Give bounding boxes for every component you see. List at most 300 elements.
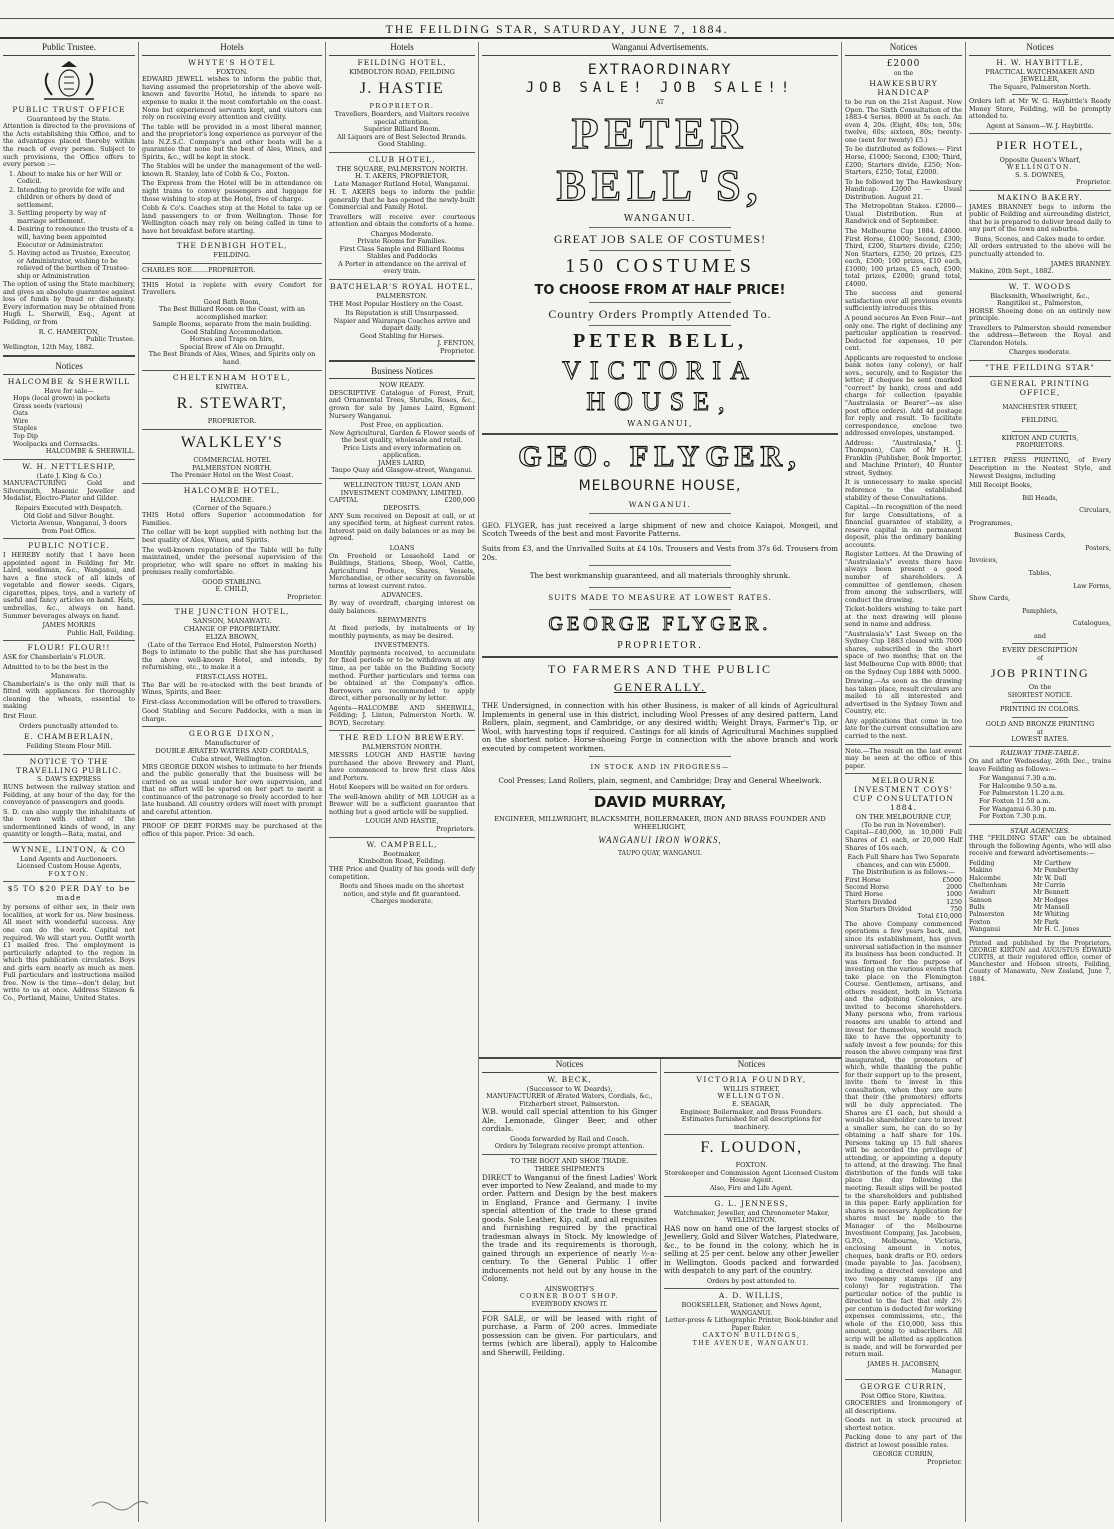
murray-works: WANGANUI IRON WORKS, bbox=[598, 835, 722, 846]
wt-text: At fixed periods, by instalments or by monthly payments, as may be desired. bbox=[329, 624, 475, 640]
currin-address: Post Office Store, Kiwitea. bbox=[860, 1391, 947, 1400]
foundry-title: VICTORIA FOUNDRY, bbox=[696, 1074, 807, 1084]
table-cell: 1250 bbox=[946, 898, 962, 906]
boot-title: TO THE BOOT AND SHOE TRADE. bbox=[510, 1156, 629, 1165]
loudon-body: Storekeeper and Commission Agent Licensed Custom House Agent. bbox=[664, 1168, 839, 1185]
jacobsen-signature: JAMES H. JACOBSEN, bbox=[867, 1359, 940, 1368]
table-cell: Mr H. C. Jones bbox=[1033, 925, 1080, 933]
dixon-body: MRS GEORGE DIXON wishes to intimate to her friends and the public generally that the business will be carried on as usual under her own supervision, and that no effort will be spared on her part to merit a continuance of the patronage so freely accorded to her late husband. All country orders will meet with prompt and careful attention. bbox=[142, 762, 322, 816]
table-cell: Second Horse bbox=[845, 884, 889, 892]
junction-body: Good Stabling and Secure Paddocks, with a man in charge. bbox=[142, 707, 322, 723]
table-row bbox=[969, 875, 1111, 882]
railway-row: For Wanganui 7.30 a.m. bbox=[979, 774, 1057, 783]
campbell-body: THE Price and Quality of his goods will defy competition. bbox=[329, 865, 475, 881]
trust-signature: R. C. HAMERTON, bbox=[38, 327, 100, 336]
flyger-measure: SUITS MADE TO MEASURE AT LOWEST RATES. bbox=[548, 592, 772, 602]
feilding-star-title: "THE FEILDING STAR" bbox=[985, 362, 1095, 372]
column-header: Public Trustee. bbox=[3, 42, 135, 56]
distribution-total: Total £10,000 bbox=[917, 912, 962, 921]
halcombe-title: HALCOMBE & SHERWILL bbox=[7, 376, 131, 386]
table-cell: Mr Park bbox=[1033, 918, 1059, 926]
printing-letterpress: LETTER PRESS PRINTING, of Every Description in the Neatest Style, and Newest Designs, including bbox=[969, 456, 1111, 480]
hawkesbury-text: to be run on the 21st August. Now Open. The Sixth Consultation of the 1883-4 Series. 8000 at 5s each. An even 4, 20s. (Eight, 40s; ten, 50s; twelve, 60s; sixteen, 80s; twenty-one (sent for twenty) £5.) bbox=[845, 98, 962, 144]
table-cell: Mr Currin bbox=[1033, 881, 1066, 889]
halcombe-line: Staples bbox=[13, 424, 37, 433]
red-lion-body: The well-known ability of MR LOUGH as a Brewer will be a sufficient guarantee that nothing but a good article will be supplied. bbox=[329, 792, 475, 816]
currin-proprietor: Proprietor. bbox=[927, 1458, 962, 1467]
haybittle-body: PRACTICAL WATCHMAKER AND JEWELLER, bbox=[985, 67, 1095, 84]
dixon-address: Cuba street, Wellington. bbox=[191, 754, 273, 763]
flour-line: ASK for Chamberlain's FLOUR. bbox=[3, 653, 106, 662]
printing-item: Law Forms, bbox=[1073, 581, 1111, 590]
table-cell: Mr Whiting bbox=[1033, 911, 1070, 919]
victoria-house: VICTORIA HOUSE, bbox=[562, 355, 758, 416]
jenness-orders: Orders by post attended to. bbox=[706, 1276, 797, 1285]
halcombe-hotel-title: HALCOMBE HOTEL, bbox=[183, 485, 281, 495]
wynne-line: Land Agents and Auctioneers. bbox=[20, 854, 118, 863]
table-cell: Starters Divided bbox=[845, 898, 897, 906]
trust-item: 2. Intending to provide for wife and children or others by deed of settlement. bbox=[9, 185, 125, 209]
murray-list: Cool Presses; Land Rollers, plain, segment, and Cambridge; Dray and General Wheelwork. bbox=[498, 777, 822, 786]
table-row bbox=[845, 891, 962, 898]
halcombe-line: Wire bbox=[13, 416, 29, 425]
printing-item: Pamphlets, bbox=[1022, 606, 1058, 615]
trust-title: PUBLIC TRUST OFFICE bbox=[12, 104, 126, 114]
table-cell: Non Starters Divided bbox=[845, 906, 912, 914]
flyger-body: GEO. FLYGER, has just received a large shipment of new and choice Kaiapoi, Mosgeil, and Scotch Tweeds of the best and most Favorite Patterns. bbox=[482, 520, 838, 538]
prize-amount: £2000 bbox=[886, 58, 921, 69]
denbigh-proprietor: CHARLES ROE........PROPRIETOR. bbox=[142, 265, 256, 274]
wt-text: ANY Sum received on Deposit at call, or at any specified term, at highest current rates. Interest paid on daily balances or as may be agreed. bbox=[329, 511, 475, 543]
imprint: Printed and published by the Proprietors, GEORGE KIRTON and AUGUSTUS EDWARD CURTIS, at their registered office, corner of Manchester and Hobson streets, Feilding, County of Manawatu, New Zealand, June 7, 1884. bbox=[969, 940, 1111, 983]
column-hotels-1 bbox=[139, 42, 326, 1522]
halcombe-hotel-corner: (Corner of the Square.) bbox=[192, 503, 272, 512]
batchelar-proprietor: Proprietor. bbox=[440, 346, 475, 355]
willis-city: WANGANUI. bbox=[730, 1308, 773, 1317]
club-porter: A Porter in attendance on the arrival of every train. bbox=[338, 259, 466, 276]
denbigh-line: THIS Hotel is replete with every Comfort for Travellers. bbox=[142, 280, 322, 297]
printing-colors: PRINTING IN COLORS. bbox=[1000, 705, 1080, 714]
printing-item: Business Cards, bbox=[1014, 531, 1066, 540]
whytes-body: The Stables will be under the management of the well-known R. Stanley, late of Cobb & Co., Foxton. bbox=[142, 162, 322, 178]
table-row bbox=[845, 899, 962, 906]
halcombe-hotel-place: HALCOMBE. bbox=[210, 495, 254, 504]
printing-item: Circulars, bbox=[1079, 506, 1111, 515]
currin-signature: GEORGE CURRIN, bbox=[872, 1450, 935, 1459]
makino-title: MAKINO BAKERY. bbox=[997, 192, 1083, 202]
walkleys-title: WALKLEY'S bbox=[180, 433, 284, 451]
denbigh-place: FEILDING. bbox=[213, 251, 251, 260]
murray-name: DAVID MURRAY, bbox=[593, 792, 727, 811]
hawkesbury-text: Address: "Australasia," (J. Thompson), Care of Mr H. J. Franklin (Publisher, Book Importer, and Machine Printer), 40 Hunter street, Sydney. bbox=[845, 438, 962, 477]
hawkesbury-text: The Metropolitan Stakes. £2000— Usual Distribution. Run at Randwick end of September. bbox=[845, 202, 962, 226]
woods-address: Rangitikei st., Palmerston, bbox=[997, 299, 1083, 308]
feilding-hotel-body: Travellers, Boarders, and Visitors receive special attention. bbox=[334, 109, 470, 126]
halcombe-hotel-stabling: GOOD STABLING. bbox=[202, 577, 262, 586]
hawkesbury-text: It is unnecessary to make special reference to the established stability of these Consultations. bbox=[845, 478, 962, 502]
masthead-rule-bottom bbox=[0, 37, 1114, 39]
murray-body: THE Undersigned, in connection with his other Business, is maker of all kinds of Agricultural Implements in general use in this district, including Wool Presses of any desired pattern, Land Rollers, plain, segment, and Cambridge, or any desired width; Weight Drays, Farmer's Tip, or Wool, with harvesting tops if required. Castings for all kinds of Agricultural Machines supplied on the shortest notice. Horse-shoeing Forge in connection with the above branch and work executed by competent workmen. bbox=[482, 701, 838, 753]
printing-office: GENERAL PRINTING OFFICE, bbox=[990, 378, 1090, 397]
column-header: Notices bbox=[969, 42, 1111, 56]
woods-body: Travellers to Palmerston should remember the address—Between the Royal and Clarendon Hotels. bbox=[969, 323, 1111, 347]
melbourne-investment-title: MELBOURNE INVESTMENT COYS' CUP CONSULTATION 1884. bbox=[852, 776, 955, 812]
column-header: Notices bbox=[482, 1059, 657, 1073]
column-header: Wanganui Advertisements. bbox=[482, 42, 838, 56]
nettleship-title: W. H. NETTLESHIP, bbox=[22, 461, 116, 471]
pier-hotel-proprietor: Proprietor. bbox=[1076, 178, 1111, 187]
denbigh-line: Horses and Traps on hire, bbox=[189, 335, 275, 344]
wynne-line: Licensed Custom House Agents, bbox=[16, 862, 122, 871]
flyger-suits: Suits from £3, and the Unrivalled Suits at £4 10s. Trousers and Vests from 37s 6d. Trousers from 20s. bbox=[482, 544, 838, 562]
willis-body: BOOKSELLER, Stationer, and News Agent, bbox=[681, 1301, 822, 1310]
agents-body: by persons of either sex, in their own localities, at work for us. New business. All meet with wonderful success. Any one can do the work. Capital not required. We will start you. Outfit worth £1 mailed free. The employment is particularly adapted to the region in which this publication circulates. Boys and girls earn nearly as much as men. Full particulars and instructions mailed free. Now is the time—don't delay, but write to us at once. Address Stinson & Co., Portland, Maine, United States. bbox=[3, 903, 135, 1002]
generally-heading: GENERALLY. bbox=[613, 680, 707, 695]
feilding-hotel-stabling: Good Stabling. bbox=[377, 140, 427, 149]
foundry-body: Estimates furnished for all descriptions for machinery. bbox=[681, 1115, 822, 1131]
business-seeds: New Agricultural, Garden & Flower seeds of the best quality, wholesale and retail. bbox=[329, 428, 475, 445]
halcombe-hotel-proprietor: Proprietor. bbox=[287, 592, 322, 601]
beck-address: Fitzherbert street, Palmerston. bbox=[519, 1099, 620, 1108]
public-notice-place: Public Hall, Feilding. bbox=[66, 628, 135, 637]
wt-text: On Freehold or Leasehold Land or Buildings, Stations, Sheep, Wool, Cattle, Agricultural Produce, Shares, Vessels, Merchandise, or other security on favorable terms at lowest current rates. bbox=[329, 551, 475, 590]
at-label: AT bbox=[655, 98, 664, 106]
extraordinary-heading: EXTRAORDINARY bbox=[587, 61, 733, 78]
willis-body: Letter-press & Lithographic Printer, Book-binder and Paper Ruler. bbox=[665, 1316, 838, 1332]
feilding-hotel-name: J. HASTIE bbox=[359, 80, 445, 98]
table-cell: Mr Pemberthy bbox=[1033, 867, 1079, 875]
flour-line: first Flour. bbox=[3, 711, 38, 720]
wanganui-label: WANGANUI, bbox=[627, 419, 693, 429]
club-late: Late Manager Rutland Hotel, Wanganui. bbox=[334, 180, 470, 189]
trust-item: 1. About to make his or her Will or Codicil. bbox=[9, 169, 122, 186]
flyger-best: The best workmanship guaranteed, and all materials throughly shrunk. bbox=[529, 571, 791, 581]
foundry-body: Engineer, Boilermaker, and Brass Founders. bbox=[679, 1107, 824, 1116]
feilding-hotel-title: FEILDING HOTEL, bbox=[357, 57, 447, 67]
currin-body: GROCERIES and Ironmongery of all descriptions. bbox=[845, 1399, 962, 1415]
denbigh-line: Special Brew of Ale on Draught. bbox=[179, 342, 285, 351]
feilding-hotel-proprietor: PROPRIETOR. bbox=[369, 102, 435, 111]
great-job-sale: GREAT JOB SALE OF COSTUMES! bbox=[553, 232, 767, 247]
red-lion-signature: LOUGH AND HASTIE, bbox=[365, 817, 439, 826]
flour-title: FLOUR! FLOUR!! bbox=[27, 643, 111, 653]
travelling-body: RUNS between the railway station and Feilding, at any hour of the day, for the conveyance of passengers and goods. bbox=[3, 783, 135, 807]
makino-punct: All orders entrusted to the above will be punctually attended to. bbox=[969, 242, 1111, 258]
hawkesbury-text: Drawing.—As soon as the drawing has taken place, result circulars are mailed to all interested and advertised in the Sydney Town and Country, etc. bbox=[845, 677, 962, 716]
batchelar-body: Napier and Wairarapa Coaches arrive and depart daily. bbox=[333, 316, 471, 333]
column-header: Notices bbox=[845, 42, 962, 56]
cheltenham-place: KIWITEA. bbox=[215, 382, 249, 391]
page-title: THE FEILDING STAR, SATURDAY, JUNE 7, 1884. bbox=[385, 22, 729, 36]
whytes-body: Cobb & Co's. Coaches stop at the Hotel to take up or land passengers to or from Wellington. Those for Wellington coach may rely on being called in time to have hot breakfast before starting. bbox=[142, 204, 322, 235]
printing-props: KIRTON AND CURTIS, bbox=[1001, 433, 1079, 442]
beck-name: W. BECK, bbox=[547, 1074, 592, 1084]
wellington-trust-title: WELLINGTON TRUST, LOAN AND INVESTMENT COMPANY, LIMITED. bbox=[340, 480, 464, 497]
jenness-name: G. L. JENNESS, bbox=[714, 1198, 789, 1208]
wt-text: Monthly payments received, to accumulate for fixed periods or to be withdrawn at any time, as per table on the Building Society method. Further particulars and terms can be obtained at the Company's office. Borrowers are recommended to apply direct, either personally or by letter. bbox=[329, 648, 475, 703]
halcombe-hotel-body: The cellar will be kept supplied with nothing but the best quality of Ales, Wines, and Spirits. bbox=[142, 528, 322, 544]
geo-flyger-heading: GEO. FLYGER, bbox=[518, 439, 802, 473]
pier-hotel-title: PIER HOTEL, bbox=[996, 138, 1084, 153]
jenness-city: WELLINGTON. bbox=[726, 1216, 777, 1225]
hawkesbury-text: To be distributed as follows:— First Horse, £1000; Second, £300; Third, £200; Starters divide, £250; Non-Starters, £250; Total, £2000. bbox=[845, 145, 962, 177]
beck-body: W.B. would call special attention to his Ginger Ale, Lemonade, Ginger Beer, and other cordials. bbox=[482, 1107, 657, 1134]
table-cell: Wanganui bbox=[969, 925, 1001, 933]
beck-subtitle: (Successor to W. Deards), bbox=[526, 1084, 613, 1093]
willis-address: CAXTON BUILDINGS, bbox=[702, 1331, 801, 1340]
boot-subtitle: THREE SHIPMENTS bbox=[534, 1164, 605, 1173]
red-lion-title: THE RED LION BREWERY. bbox=[339, 733, 465, 743]
trust-body: Attention is directed to the provisions of the Acts establishing this Office, and to the advantages placed thereby within the reach of every person. Subject to such provisions, the Office offers to every person :— bbox=[3, 122, 135, 169]
column-header: Notices bbox=[664, 1059, 839, 1073]
club-address: THE SQUARE, PALMERSTON NORTH. bbox=[336, 164, 468, 173]
walkleys-place: PALMERSTON NORTH. bbox=[192, 463, 272, 472]
table-row bbox=[969, 911, 1111, 918]
trust-signature-title: Public Trustee. bbox=[85, 335, 135, 344]
trust-tail: The option of using the State machinery, and gives an absolute guarantee against loss of funds by fraud or dishonesty. Every information may be obtained from Hugh L. Sherwill, Esq., Agent at Feilding, or from bbox=[3, 280, 135, 326]
wt-text: By way of overdraft, charging interest on daily balances. bbox=[329, 599, 475, 615]
printing-item: Invoices, bbox=[969, 556, 998, 565]
table-cell: Sanson bbox=[969, 896, 992, 904]
printer-seal-icon bbox=[90, 1496, 150, 1512]
denbigh-line: Good Stabling Accommodation. bbox=[180, 327, 284, 336]
printing-on: On the bbox=[1028, 683, 1052, 692]
printing-item: and bbox=[1033, 631, 1047, 640]
melbourne-investment-each: Each Full Share has Two Separate chances, and can win £5000. bbox=[847, 853, 960, 869]
haybittle-agent: Agent at Sanson—W. J. Haybittle. bbox=[986, 121, 1094, 130]
feilding-hotel-billiard: Superior Billiard Room. bbox=[363, 125, 441, 134]
trust-item: 4. Desiring to renounce the trusts of a will, having been appointed Executor or Administrator. bbox=[9, 225, 134, 249]
travelling-title: NOTICE TO THE TRAVELLING PUBLIC. bbox=[15, 756, 123, 775]
hawkesbury-note: Note.—The result on the last event may be seen at the office of this paper. bbox=[845, 746, 962, 770]
table-cell: Feilding bbox=[969, 860, 995, 867]
wt-heading: LOANS bbox=[389, 543, 415, 552]
george-flyger-heading: GEORGE FLYGER. bbox=[548, 612, 772, 635]
batchelar-stabling: Good Stabling for Horses. bbox=[359, 331, 445, 340]
pier-hotel-subtitle: Opposite Queen's Wharf, bbox=[999, 155, 1081, 164]
table-row bbox=[969, 926, 1111, 933]
printing-short: SHORTEST NOTICE. bbox=[1007, 692, 1073, 699]
travelling-name: S. DAW'S EXPRESS bbox=[36, 775, 102, 784]
business-notices-header: Business Notices bbox=[329, 366, 475, 380]
flour-line: Admitted to to be the best in the bbox=[3, 662, 109, 671]
loudon-body: Also, Fire and Life Agent. bbox=[710, 1184, 793, 1193]
feilding-hotel-liquors: All Liquors are of Best Selected Brands. bbox=[337, 132, 467, 141]
nettleship-address: Victoria Avenue, Wanganui, 3 doors from Post Office. bbox=[11, 519, 127, 535]
red-lion-place: PALMERSTON NORTH. bbox=[362, 743, 442, 752]
agents-title: $5 TO $20 PER DAY to be made bbox=[7, 884, 131, 903]
trust-subtitle: Guaranteed by the State. bbox=[26, 114, 112, 123]
makino-date: Makino, 20th Sept., 1882. bbox=[969, 267, 1054, 276]
foundry-name: E. SEAGAR, bbox=[732, 1100, 771, 1109]
table-row bbox=[969, 882, 1111, 889]
table-row bbox=[969, 860, 1111, 867]
currin-body: Goods not in stock procured at shortest notice. bbox=[845, 1416, 962, 1432]
flour-mill: Feilding Steam Flour Mill. bbox=[26, 742, 112, 751]
currin-body: Packing done to any part of the district at lowest possible rates. bbox=[845, 1433, 962, 1449]
junction-title: THE JUNCTION HOTEL, bbox=[174, 607, 290, 617]
murray-quay: TAUPO QUAY, WANGANUI. bbox=[618, 849, 702, 857]
wynne-line: FOXTON. bbox=[48, 869, 90, 878]
melbourne-investment-nov: (To be run in November). bbox=[861, 820, 946, 829]
nettleship-repairs: Repairs Executed with Despatch. bbox=[15, 504, 123, 513]
wanganui-label: WANGANUI. bbox=[623, 213, 697, 224]
railway-row: For Palmerston 11.20 a.m. bbox=[979, 789, 1065, 798]
denbigh-line: Good Bath Room, bbox=[203, 297, 261, 306]
peter-bells-heading: PETER BELL'S, bbox=[556, 108, 764, 210]
whytes-body: The Express from the Hotel will be in attendance on night trains to convey passengers and luggage for those wishing to stop at the Hotel, free of charge. bbox=[142, 179, 322, 203]
table-cell: Third Horse bbox=[845, 891, 883, 899]
pier-hotel-name: S. S. DOWNES, bbox=[1015, 170, 1065, 179]
sub-notices-left bbox=[479, 1059, 661, 1522]
printing-street: MANCHESTER STREET, bbox=[1002, 403, 1078, 411]
table-row bbox=[969, 867, 1111, 874]
printing-gold: GOLD AND BRONZE PRINTING bbox=[985, 719, 1095, 728]
halcombe-line: Top Dip bbox=[13, 432, 38, 441]
country-orders: Country Orders Promptly Attended To. bbox=[548, 307, 772, 322]
printing-lowest: LOWEST RATES. bbox=[1011, 734, 1069, 743]
batchelar-place: PALMERSTON. bbox=[376, 291, 428, 300]
debt-forms: PROOF OF DEBT FORMS may be purchased at the office of this paper. Price: 3d each. bbox=[142, 822, 322, 838]
flour-line: Orders punctually attended to. bbox=[19, 721, 119, 730]
halcombe-hotel-body: THIS Hotel offers Superior accommodation for Families. bbox=[142, 511, 322, 527]
sub-notices-region bbox=[479, 1057, 842, 1522]
table-row bbox=[969, 919, 1111, 926]
jacobsen-manager: Manager. bbox=[931, 1367, 962, 1376]
table-cell: 750 bbox=[950, 906, 962, 914]
halcombe-line: Oats bbox=[13, 409, 28, 418]
hawkesbury-text: Applicants are requested to enclose bank notes (any colony), or half sovs., securely, and to Register the letter; if cheques be sent (marked "correct" by bank), cross and add charge for collection (payable "Australasia or Bearer"—as also post office orders). Add 4d postage for reply and result. To facilitate correspondence, enclose two addressed envelopes, unstamped. bbox=[845, 353, 962, 438]
job-printing: JOB PRINTING bbox=[990, 666, 1090, 681]
trust-date: Wellington, 12th May, 1882. bbox=[3, 342, 95, 351]
club-body: H. T. AKERS begs to inform the public generally that he has opened the newly-built Commercial and Family Hotel. bbox=[329, 187, 475, 212]
makino-buns: Buns, Scones, and Cakes made to order. bbox=[974, 234, 1106, 243]
table-row bbox=[845, 884, 962, 891]
denbigh-line: Sample Rooms, separate from the main building. bbox=[152, 320, 312, 329]
table-cell: Mr Carthew bbox=[1033, 860, 1072, 867]
table-cell: Awahuri bbox=[969, 889, 996, 897]
woods-body: HORSE Shoeing done on an entirely new principle. bbox=[969, 306, 1111, 323]
public-notice-title: PUBLIC NOTICE. bbox=[28, 541, 110, 551]
masthead-rule bbox=[0, 18, 1114, 19]
half-price-heading: TO CHOOSE FROM AT HALF PRICE! bbox=[534, 282, 786, 298]
loudon-title: F. LOUDON, bbox=[700, 1139, 803, 1157]
woods-trade: Blacksmith, Wheelwright, &c., bbox=[990, 291, 1090, 300]
foundry-city: WELLINGTON. bbox=[717, 1092, 786, 1101]
hawkesbury-text: Any applications that come in too late for the current consultation are carried to the next. bbox=[845, 716, 962, 740]
column-header: Hotels bbox=[329, 42, 475, 56]
club-charges: Charges Moderate. bbox=[370, 229, 434, 238]
campbell-title: W. CAMPBELL, bbox=[366, 839, 438, 849]
wt-heading: REPAYMENTS bbox=[377, 616, 427, 625]
walkleys-body: The Premier Hotel on the West Coast. bbox=[170, 471, 294, 480]
nettleship-subtitle: (Late J. King & Co.) bbox=[36, 471, 102, 480]
halcombe-hotel-body: The well-known reputation of the Table will be fully maintained, under the personal supervision of the proprietor, who will spare no effort in making his premises really comfortable. bbox=[142, 545, 322, 577]
red-lion-proprietor: Proprietors. bbox=[436, 825, 475, 834]
melbourne-investment-on: ON THE MELBOURNE CUP, bbox=[855, 812, 952, 821]
table-cell: Cheltenham bbox=[969, 881, 1008, 889]
loudon-place: FOXTON. bbox=[735, 1161, 768, 1170]
halcombe-line: Have for sale— bbox=[44, 386, 94, 395]
melbourne-investment-dist: The Distribution is as follows:— bbox=[851, 868, 956, 877]
melbourne-investment-body: The above Company commenced operations a few years back, and, since its establishment, has given universal satisfaction in the manner its business has been conducted. It was formed for the purpose of investing on the various events that take place on the Flemington Course. Gentlemen, artisans, and others resident, both in Victoria and the adjoining Colonies, are invited to become shareholders. Many persons who, from various reasons are unable to attend and invest for themselves, would much like to have the opportunity to safely invest a few pounds; for this reason the above company was first inaugurated, the promoters of which, while thanking the public for their support up to the present, invite them to invest in this consultation, when they are sure that their (the promoters) efforts will be duly appreciated. The Shares are £1 each, but should a would-be shareholder care to invest a smaller sum, he can do so by obtaining a half share for 10s. Persons taking up 15 full shares will be accorded the privilege of attending, or appointing a deputy to attend, at the drawing. The final distribution of the funds will take place the day following the meeting. Result slips will be posted to the shareholders and published in this paper. Early application for shares is necessary. Application for shares must be made to the Manager of the Melbourne Investment Company, Jas. Jacobsen, G.P.O., Melbourne, Victoria, enclosing amount in notes, cheques, bank drafts or P.O. orders (made payable to Jas. Jacobsen), including a directed envelope and two twopenny stamps (if any colony) for registration. The particular notice of the public is directed to the fact that only 2½ per centum is deducted for working expenses commissions, etc., the whole of the £10,000, less this amount, going to subscribers. All scrip will be allotted as application is made, and will be forwarded per return mail. bbox=[845, 919, 962, 1359]
boot-body: DIRECT to Wanganui of the finest Ladies' Work ever imported to New Zealand, and made to my order. Pattern and Design by the best makers in England, France and Germany. I invite special attention of the trade to these grand goods. Sole Leather, Kip, calf, and all requisites and furnishing required by the practical tradesman always in Stock. My knowledge of the trade and its requirements is thorough, gained through an experience of nearly ½-a-century. To the General Public I offer inducements not held out by any house in the Colony. bbox=[482, 1172, 657, 1284]
wanganui-label: WANGANUI. bbox=[628, 499, 692, 509]
junction-place: SANSON, MANAWATU. bbox=[192, 617, 272, 626]
boot-signature: AINSWORTH'S bbox=[544, 1284, 595, 1293]
capital-label: CAPITAL bbox=[329, 496, 359, 505]
table-row bbox=[969, 897, 1111, 904]
club-billiard: First Class Sample and Billiard Rooms Stables and Paddocks bbox=[339, 244, 465, 261]
railway-row: For Foxton 7.30 p.m. bbox=[979, 812, 1047, 821]
makino-body: JAMES BRANNEY begs to inform the public of Feilding and surrounding district, that he is prepared to deliver bread daily to any part of the town and suburbs. bbox=[969, 202, 1111, 234]
peter-bell-name: PETER BELL, bbox=[572, 330, 748, 353]
feilding-hotel-address: KIMBOLTON ROAD, FEILDING bbox=[349, 67, 455, 76]
agencies-body: THE "FEILDING STAR" can be obtained through the following Agents, who will also receive and forward advertisements:— bbox=[969, 834, 1111, 858]
hawkesbury-text: Register Letters. At the Drawing of "Australasia's" events there have always been present a good number of shareholders. A committee of gentlemen, chosen from among the subscribers, will conduct the drawing. bbox=[845, 550, 962, 604]
column-notices-2 bbox=[966, 42, 1114, 1522]
table-row bbox=[969, 904, 1111, 911]
woods-name: W. T. WOODS bbox=[1008, 281, 1072, 291]
haybittle-orders: Orders left at Mr W. G. Haybittle's Ready Money Store, Feilding, will be promptly attended to. bbox=[969, 97, 1111, 121]
hawkesbury-text: A pound secures An Even Four—not only one. The right of declining any particular application is reserved. Deducted for expenses, 10 per cent. bbox=[845, 313, 962, 353]
willis-address: THE AVENUE, WANGANUI. bbox=[692, 1339, 811, 1347]
business-body: DESCRIPTIVE Catalogue of Forest, Fruit, and Ornamental Trees, Shrubs, Roses, &c., grown for sale by James Laird, Egmont Nursery Wanganui. bbox=[329, 388, 475, 420]
column-header: Hotels bbox=[142, 42, 322, 56]
business-ready: NOW READY. bbox=[379, 381, 425, 390]
sub-notices-right bbox=[661, 1059, 842, 1522]
printing-every: EVERY DESCRIPTION bbox=[1002, 646, 1078, 655]
trust-item: 5. Having acted as Trustee, Executor, or Administrator, wishing to be relieved of the burthen of Trustee-ship or Administration bbox=[9, 249, 131, 280]
walkleys-subtitle: COMMERCIAL HOTEL bbox=[193, 455, 271, 464]
royal-crest-icon bbox=[34, 59, 104, 103]
denbigh-line: The Best Billiard Room on the Coast, with an accomplished marker. bbox=[158, 305, 306, 321]
railway-title: RAILWAY TIME-TABLE. bbox=[1000, 749, 1080, 758]
wt-heading: ADVANCES. bbox=[381, 591, 423, 600]
batchelar-body: THE Most Popular Hostlery on the Coast. bbox=[329, 299, 464, 308]
batchelar-signature: J. FENTON, bbox=[437, 339, 475, 348]
table-cell: Mr Bennett bbox=[1033, 889, 1070, 897]
jenness-subtitle: Watchmaker, Jeweller, and Chronometer Maker, bbox=[673, 1208, 830, 1217]
flour-signature: E. CHAMBERLAIN, bbox=[23, 732, 114, 742]
railway-row: For Foxton 11.50 a.m. bbox=[979, 796, 1051, 805]
haybittle-address: The Square, Palmerston North. bbox=[989, 82, 1091, 91]
table-cell: Palmerston bbox=[969, 911, 1005, 919]
red-lion-body: Hotel Keepers will be waited on for orders. bbox=[329, 783, 470, 792]
printing-item: Show Cards, bbox=[969, 594, 1010, 603]
willis-name: A. D. WILLIS, bbox=[718, 1291, 785, 1301]
capital-value: £200,000 bbox=[444, 496, 475, 505]
whytes-place: FOXTON. bbox=[216, 67, 248, 76]
table-cell: Bulls bbox=[969, 903, 985, 911]
business-post: Post Free, on application. bbox=[360, 421, 444, 430]
railway-body: On and after Wednesday, 26th Dec., trains leave Feilding as follows:— bbox=[969, 757, 1111, 773]
dixon-subtitle: Manufacturer of bbox=[204, 739, 260, 748]
melbourne-house: MELBOURNE HOUSE, bbox=[578, 478, 742, 495]
halcombe-line: Grass seeds (various) bbox=[13, 401, 83, 410]
junction-body: Begs to intimate to the public that she has purchased the above well-known Hotel, and intends, by refurnishing, etc., to make it a bbox=[142, 648, 322, 672]
club-title: CLUB HOTEL, bbox=[368, 154, 436, 164]
printing-item: Bill Heads, bbox=[1022, 493, 1058, 502]
table-cell: Mr Mansell bbox=[1033, 903, 1070, 911]
boot-shop: CORNER BOOT SHOP. bbox=[519, 1292, 620, 1301]
murray-trade: ENGINEER, MILLWRIGHT, BLACKSMITH, BOILERMAKER, IRON AND BRASS FOUNDER AND WHEELRIGHT, bbox=[494, 815, 826, 832]
club-proprietor: H. T. AKERS, PROPRIETOR, bbox=[355, 172, 449, 181]
red-lion-body: MESSRS LOUGH AND HASTIE having purchased the above Brewery and Plant, have commenced to brew first class Ales and Porters. bbox=[329, 751, 475, 782]
table-cell: First Horse bbox=[845, 876, 881, 884]
printing-of: of bbox=[1037, 655, 1043, 662]
junction-name: ELIZA BROWN, bbox=[205, 632, 259, 641]
